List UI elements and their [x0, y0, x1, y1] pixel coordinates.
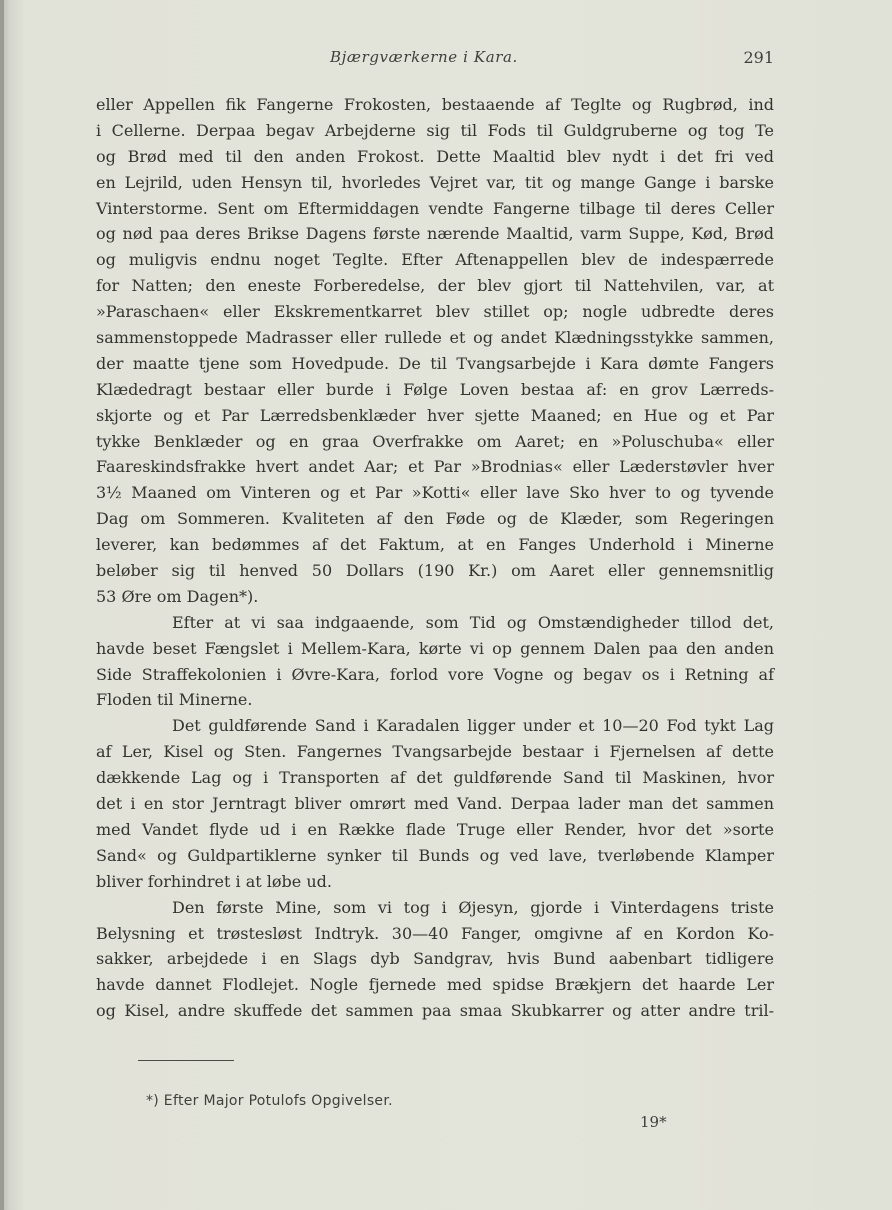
text-line: beløber sig til henved 50 Dollars (190 Kr.) om Aaret eller gennemsnitlig: [96, 561, 774, 581]
paragraph-end-line: bliver forhindret i at løbe ud.: [96, 871, 332, 891]
text-line: og nød paa deres Brikse Dagens første nærende Maaltid, varm Suppe, Kød, Brød: [96, 224, 774, 244]
text-line: 3½ Maaned om Vinteren og et Par »Kotti« eller lave Sko hver to og tyvende: [96, 483, 774, 503]
text-line: Vinterstorme. Sent om Eftermiddagen vendte Fangerne tilbage til deres Celler: [96, 198, 774, 218]
text-line: Faareskindsfrakke hvert andet Aar; et Par »Brodnias« eller Læderstøvler hver: [96, 457, 774, 477]
text-line: og Brød med til den anden Frokost. Dette Maaltid blev nydt i det fri ved: [96, 146, 774, 166]
page-spine-edge: [0, 0, 4, 1210]
paragraph-end-line: 53 Øre om Dagen*).: [96, 586, 259, 606]
body-text: [96, 92, 774, 1024]
text-line: en Lejrild, uden Hensyn til, hvorledes Vejret var, tit og mange Gange i barske: [96, 172, 774, 192]
text-line: skjorte og et Par Lærredsbenklæder hver sjette Maaned; en Hue og et Par: [96, 405, 774, 425]
text-line: Dag om Sommeren. Kvaliteten af den Føde og de Klæder, som Regeringen: [96, 509, 774, 529]
footnote: *) Efter Major Potulofs Opgivelser.: [146, 1093, 393, 1109]
text-line: og muligvis endnu noget Teglte. Efter Aftenappellen blev de indespærrede: [96, 250, 774, 270]
page-number: 291: [743, 48, 774, 67]
footnote-divider: [138, 1060, 234, 1061]
paragraph-end-line: Floden til Minerne.: [96, 690, 253, 710]
text-line: »Paraschaen« eller Ekskrementkarret blev stillet op; nogle udbredte deres: [96, 302, 774, 322]
text-line: der maatte tjene som Hovedpude. De til Tvangsarbejde i Kara dømte Fangers: [96, 353, 774, 373]
text-line: Klædedragt bestaar eller burde i Følge Loven bestaa af: en grov Lærreds-: [96, 379, 774, 399]
text-line: i Cellerne. Derpaa begav Arbejderne sig til Fods til Guldgruberne og tog Te: [96, 120, 774, 140]
printer-signature-mark: 19*: [640, 1113, 667, 1131]
text-line: havde beset Fængslet i Mellem-Kara, kørte vi op gennem Dalen paa den anden: [96, 638, 774, 658]
text-line: dækkende Lag og i Transporten af det guldførende Sand til Maskinen, hvor: [96, 768, 774, 788]
text-line: af Ler, Kisel og Sten. Fangernes Tvangsarbejde bestaar i Fjernelsen af dette: [96, 742, 774, 762]
text-line: sakker, arbejdede i en Slags dyb Sandgrav, hvis Bund aabenbart tidligere: [96, 949, 774, 969]
running-header-title: Bjærgværkerne i Kara.: [330, 48, 518, 66]
text-line: eller Appellen fik Fangerne Frokosten, bestaaende af Teglte og Rugbrød, ind: [96, 95, 774, 114]
text-line: for Natten; den eneste Forberedelse, der blev gjort til Nattehvilen, var, at: [96, 276, 774, 296]
paragraph-start-line: Det guldførende Sand i Karadalen ligger under et 10—20 Fod tykt Lag: [172, 716, 774, 736]
text-line: med Vandet flyde ud i en Række flade Truge eller Render, hvor det »sorte: [96, 819, 774, 839]
text-line: det i en stor Jerntragt bliver omrørt med Vand. Derpaa lader man det sammen: [96, 794, 774, 814]
paragraph-start-line: Den første Mine, som vi tog i Øjesyn, gjorde i Vinterdagens triste: [172, 897, 774, 917]
text-line: sammenstoppede Madrasser eller rullede et og andet Klædningsstykke sammen,: [96, 328, 774, 348]
text-line: leverer, kan bedømmes af det Faktum, at en Fanges Underhold i Minerne: [96, 535, 774, 555]
text-line: havde dannet Flodlejet. Nogle fjernede med spidse Brækjern det haarde Ler: [96, 975, 774, 995]
text-line: Belysning et trøstesløst Indtryk. 30—40 Fanger, omgivne af en Kordon Ko-: [96, 923, 774, 943]
text-line: tykke Benklæder og en graa Overfrakke om Aaret; en »Poluschuba« eller: [96, 431, 774, 451]
text-line: og Kisel, andre skuffede det sammen paa smaa Skubkarrer og atter andre tril-: [96, 1001, 774, 1021]
text-line: Side Straffekolonien i Øvre-Kara, forlod vore Vogne og begav os i Retning af: [96, 664, 774, 684]
paragraph-start-line: Efter at vi saa indgaaende, som Tid og Omstændigheder tillod det,: [172, 612, 774, 632]
text-line: Sand« og Guldpartiklerne synker til Bunds og ved lave, tverløbende Klamper: [96, 845, 774, 865]
